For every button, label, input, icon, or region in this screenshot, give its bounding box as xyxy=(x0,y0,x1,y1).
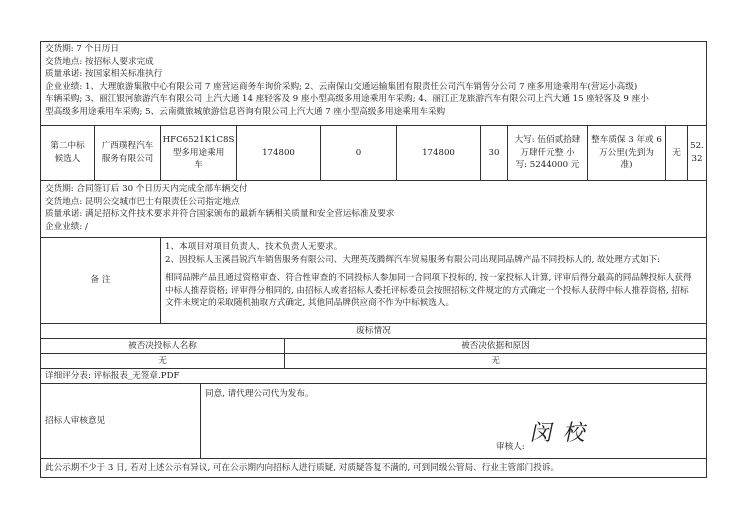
detail-score-file[interactable]: 详细评分表: 评标报表_无签章.PDF xyxy=(45,371,180,381)
detail-line: 企业业绩: 1、大理旅游集散中心有限公司 7 座营运商务车询价采购; 2、云南保山交通运输集团有限责任公司汽车销售分公司 7 座多用途乘用车(营运小高级) xyxy=(45,81,638,92)
footer-row xyxy=(41,459,706,477)
candidate-rank: 第二中标 候选人 xyxy=(41,126,95,180)
other-value: 无 xyxy=(666,126,688,180)
evaluated-price: 174800 xyxy=(397,126,481,180)
detail-line: 交货地点: 按招标人要求完成 xyxy=(45,56,154,67)
detail-line: 车辆采购; 3、丽江银河旅游汽车有限公司 上汽大通 14 座轻客及 9 座小型高级多用途乘用车采购; 4、丽江正龙旅游汽车有限公司上汽大通 15 座轻客及 9 座小 xyxy=(45,94,649,105)
remarks-row xyxy=(41,238,706,324)
detail-line: 质量承诺: 满足招标文件技术要求并符合国家颁布的最新车辆相关质量和安全营运标准及要求 xyxy=(45,209,395,220)
remark-line: 中标人推荐资格; 评审得分相同的, 由招标人或者招标人委托评标委员会按照招标文件规定的方式确定一个投标人获得中标人推荐资格, 招标 xyxy=(165,285,689,296)
quantity: 30 xyxy=(481,126,508,180)
review-row xyxy=(41,384,706,459)
remarks-label: 备 注 xyxy=(41,238,161,323)
unit-price: 174800 xyxy=(237,126,321,180)
candidate2-details xyxy=(41,181,706,238)
reviewer-signature: 闵 校 xyxy=(528,421,591,446)
reviewer-label: 审核人: xyxy=(496,442,525,452)
rejected-bidder-value: 无 xyxy=(41,354,285,368)
vehicle-model: HFC6521K1C8S 型多用途乘用 车 xyxy=(161,126,237,180)
warranty: 整车质保 3 年或 6 万公里(先到为 准) xyxy=(588,126,666,180)
bid-result-table xyxy=(40,41,707,478)
detail-score-row xyxy=(41,369,706,384)
rejection-reason-value: 无 xyxy=(491,355,500,366)
waste-value-row xyxy=(41,354,706,369)
review-opinion: 同意, 请代理公司代为发布。 xyxy=(205,389,314,399)
waste-header-row xyxy=(41,339,706,354)
candidate2-row xyxy=(41,126,706,181)
detail-line: 质量承诺: 按国家相关标准执行 xyxy=(45,69,163,80)
detail-line: 交货期: 7 个日历日 xyxy=(45,44,119,54)
detail-line: 交货地点: 昆明公交城市巴士有限责任公司指定地点 xyxy=(45,196,240,207)
score: 52. 32 xyxy=(690,141,704,164)
price-adjustment: 0 xyxy=(321,126,397,180)
rejection-reason-header: 被否决依据和原因 xyxy=(461,340,530,351)
waste-title: 废标情况 xyxy=(356,325,391,336)
detail-line: 交货期: 合同签订后 30 个日历天内完成全部车辆交付 xyxy=(45,184,248,194)
footer-note: 此公示期不少于 3 日, 若对上述公示有异议, 可在公示期内向招标人进行质疑, 对质疑答复不满的, 可到同级公管局、行业主管部门投诉。 xyxy=(45,463,560,473)
detail-line: 型高级多用途乘用车采购; 5、云南微旅城旅游信息咨询有限公司上汽大通 7 座小型高级多用途乘用车采购 xyxy=(45,106,446,117)
candidate-company: 广西璞程汽车 服务有限公司 xyxy=(95,126,161,180)
remark-line: 相同品牌产品且通过资格审查、符合性审查的不同投标人参加同一合同项下投标的, 按一家投标人计算, 评审后得分最高的同品牌投标人获得 xyxy=(165,273,692,284)
remark-line: 文件未规定的采取随机抽取方式确定, 其他同品牌供应商不作为中标候选人。 xyxy=(165,298,455,309)
rejected-bidder-header: 被否决投标人名称 xyxy=(41,339,285,353)
remark-line: 1、本项目对项目负责人、技术负责人无要求。 xyxy=(165,242,343,252)
waste-title-row xyxy=(41,324,706,339)
remark-line: 2、因投标人玉溪昌锐汽车销售服务有限公司、大理英茂腾辉汽车贸易服务有限公司出现同品牌产品不同投标人的, 故处理方式如下: xyxy=(165,254,661,265)
total-price: 大写: 伍佰贰拾肆 万肆仟元整 小 写: 5244000 元 xyxy=(508,126,588,180)
candidate1-details xyxy=(41,42,706,126)
detail-line: 企业业绩: / xyxy=(45,221,88,232)
review-label: 招标人审核意见 xyxy=(41,384,201,458)
